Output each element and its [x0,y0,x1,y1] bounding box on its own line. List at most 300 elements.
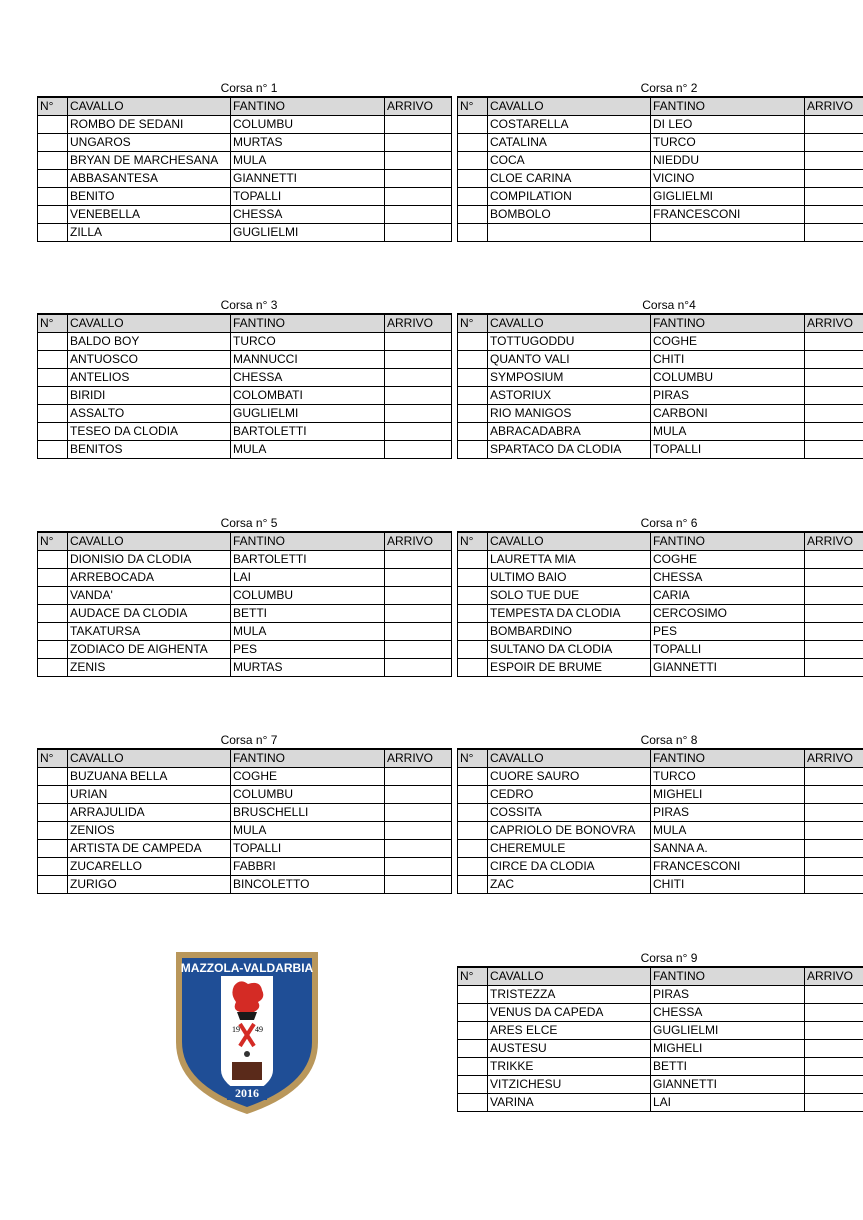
cell-horse: TRIKKE [488,1058,651,1076]
cell-jockey: MANNUCCI [231,351,385,369]
table-row [38,152,452,170]
cell-arrival [805,876,863,894]
cell-arrival [385,423,452,441]
table-row [458,387,863,405]
cell-arrival [805,152,863,170]
table-row [458,405,863,423]
table-row [38,605,452,623]
cell-num [38,840,68,858]
cell-num [458,1022,488,1040]
cell-horse: TAKATURSA [68,623,231,641]
header-jockey: FANTINO [651,314,805,333]
cell-num [458,1040,488,1058]
table-row [458,569,863,587]
table-row [458,768,863,786]
table-row [38,170,452,188]
table-row [458,423,863,441]
cell-num [38,369,68,387]
logo-name: MAZZOLA-VALDARBIA [180,961,314,975]
table-row [38,551,452,569]
cell-arrival [805,605,863,623]
cell-num [38,206,68,224]
cell-jockey: FRANCESCONI [651,858,805,876]
race-table [37,531,452,677]
cell-jockey: BETTI [231,605,385,623]
cell-jockey: COGHE [651,551,805,569]
cell-jockey: CARBONI [651,405,805,423]
table-header-row [38,532,452,551]
cell-arrival [805,423,863,441]
race-table [457,531,863,677]
cell-arrival [805,1076,863,1094]
cell-arrival [385,659,452,677]
cell-arrival [805,569,863,587]
cell-horse: ROMBO DE SEDANI [68,116,231,134]
cell-jockey: LAI [231,569,385,587]
cell-num [458,876,488,894]
table-row [458,441,863,459]
table-row [458,152,863,170]
table-row [38,804,452,822]
table-row [458,369,863,387]
cell-horse: CHEREMULE [488,840,651,858]
race-table [457,748,863,894]
table-row [38,423,452,441]
cell-horse: VARINA [488,1094,651,1112]
cell-arrival [385,206,452,224]
race-8 [457,732,863,894]
header-jockey: FANTINO [231,532,385,551]
cell-jockey: CHESSA [651,1004,805,1022]
table-header-row [458,749,863,768]
header-horse: CAVALLO [488,314,651,333]
cell-horse: ZENIOS [68,822,231,840]
header-jockey: FANTINO [651,97,805,116]
cell-horse: TESEO DA CLODIA [68,423,231,441]
header-jockey: FANTINO [231,314,385,333]
cell-arrival [385,876,452,894]
cell-jockey: MULA [651,822,805,840]
table-row [38,188,452,206]
cell-arrival [385,804,452,822]
table-header-row [458,967,863,986]
cell-horse: ANTELIOS [68,369,231,387]
cell-horse: LAURETTA MIA [488,551,651,569]
cell-arrival [385,840,452,858]
cell-jockey: COLUMBU [651,369,805,387]
cell-arrival [805,1094,863,1112]
header-arrival: ARRIVO [385,749,452,768]
cell-arrival [805,405,863,423]
table-row [458,1004,863,1022]
cell-num [458,605,488,623]
cell-num [458,1076,488,1094]
table-header-row [38,97,452,116]
cell-arrival [385,858,452,876]
shield-emblem-icon [174,950,320,1116]
cell-arrival [385,170,452,188]
header-num: N° [458,314,488,333]
table-row [458,876,863,894]
cell-horse: CAPRIOLO DE BONOVRA [488,822,651,840]
cell-horse: SOLO TUE DUE [488,587,651,605]
race-title: Corsa n° 9 [640,951,698,965]
cell-num [458,1094,488,1112]
cell-horse: ZURIGO [68,876,231,894]
cell-horse: BRYAN DE MARCHESANA [68,152,231,170]
cell-arrival [385,405,452,423]
cell-num [458,387,488,405]
cell-horse: VITZICHESU [488,1076,651,1094]
cell-arrival [805,206,863,224]
cell-horse: SPARTACO DA CLODIA [488,441,651,459]
cell-horse: ASTORIUX [488,387,651,405]
cell-jockey: CHITI [651,876,805,894]
header-arrival: ARRIVO [805,967,863,986]
race-2 [457,80,863,242]
cell-horse: BENITO [68,188,231,206]
cell-jockey: MULA [651,423,805,441]
table-row [458,116,863,134]
table-row [458,623,863,641]
cell-jockey: COGHE [231,768,385,786]
header-num: N° [458,967,488,986]
cell-num [38,351,68,369]
cell-horse: TOTTUGODDU [488,333,651,351]
header-horse: CAVALLO [488,749,651,768]
cell-num [458,441,488,459]
cell-num [458,405,488,423]
cell-horse: ESPOIR DE BRUME [488,659,651,677]
cell-jockey: TOPALLI [231,840,385,858]
cell-num [38,804,68,822]
header-jockey: FANTINO [651,532,805,551]
cell-arrival [805,768,863,786]
cell-num [38,405,68,423]
table-row [458,206,863,224]
cell-jockey: CHESSA [231,206,385,224]
cell-horse: BOMBARDINO [488,623,651,641]
cell-horse: COSTARELLA [488,116,651,134]
cell-num [458,116,488,134]
cell-horse: ABBASANTESA [68,170,231,188]
table-row [458,224,863,242]
cell-jockey: GIGLIELMI [651,188,805,206]
header-arrival: ARRIVO [805,314,863,333]
cell-horse: RIO MANIGOS [488,405,651,423]
cell-horse: ZILLA [68,224,231,242]
header-num: N° [38,749,68,768]
cell-horse: ABRACADABRA [488,423,651,441]
cell-num [38,188,68,206]
cell-arrival [805,441,863,459]
header-arrival: ARRIVO [385,532,452,551]
cell-num [458,423,488,441]
cell-arrival [385,224,452,242]
table-row [38,569,452,587]
cell-arrival [805,840,863,858]
table-row [458,858,863,876]
cell-jockey: PES [231,641,385,659]
cell-horse: SULTANO DA CLODIA [488,641,651,659]
table-row [458,840,863,858]
race-title: Corsa n° 6 [640,516,698,530]
table-row [38,441,452,459]
cell-arrival [805,224,863,242]
table-row [458,587,863,605]
cell-jockey: GUGLIELMI [651,1022,805,1040]
table-row [38,387,452,405]
logo-year-right: 49 [255,1025,263,1034]
cell-arrival [385,351,452,369]
cell-jockey: COLUMBU [231,786,385,804]
cell-num [38,876,68,894]
club-logo [174,950,320,1116]
cell-num [458,623,488,641]
table-row [458,1058,863,1076]
cell-arrival [805,659,863,677]
cell-horse: ZUCARELLO [68,858,231,876]
cell-horse: COCA [488,152,651,170]
race-4 [457,297,863,459]
race-7 [37,732,451,894]
cell-jockey: CERCOSIMO [651,605,805,623]
cell-arrival [385,587,452,605]
cell-num [38,822,68,840]
cell-jockey: TURCO [231,333,385,351]
cell-horse: ULTIMO BAIO [488,569,651,587]
cell-arrival [805,551,863,569]
cell-num [38,605,68,623]
cell-horse: QUANTO VALI [488,351,651,369]
race-title: Corsa n° 3 [220,298,278,312]
cell-num [458,152,488,170]
cell-horse: SYMPOSIUM [488,369,651,387]
cell-horse: ARES ELCE [488,1022,651,1040]
cell-num [38,152,68,170]
cell-num [38,641,68,659]
cell-jockey: COLUMBU [231,587,385,605]
cell-arrival [805,641,863,659]
race-table [37,748,452,894]
cell-horse: CEDRO [488,786,651,804]
cell-horse: COMPILATION [488,188,651,206]
table-row [458,170,863,188]
cell-horse: CATALINA [488,134,651,152]
table-row [458,351,863,369]
cell-jockey: MULA [231,623,385,641]
cell-arrival [385,369,452,387]
race-3 [37,297,451,459]
cell-jockey: GIANNETTI [651,1076,805,1094]
cell-jockey: GUGLIELMI [231,405,385,423]
cell-jockey: COLOMBATI [231,387,385,405]
cell-arrival [385,605,452,623]
race-title: Corsa n°4 [642,298,696,312]
race-6 [457,515,863,677]
table-row [38,116,452,134]
cell-arrival [805,804,863,822]
cell-jockey: GIANNETTI [231,170,385,188]
cell-jockey: FRANCESCONI [651,206,805,224]
cell-horse: VENEBELLA [68,206,231,224]
cell-jockey: TOPALLI [651,641,805,659]
logo-year-left: 19 [232,1025,240,1034]
cell-horse: UNGAROS [68,134,231,152]
cell-arrival [385,551,452,569]
cell-arrival [805,333,863,351]
cell-horse: VANDA' [68,587,231,605]
table-row [38,840,452,858]
table-row [38,224,452,242]
table-row [458,333,863,351]
cell-jockey: COLUMBU [231,116,385,134]
cell-num [38,224,68,242]
cell-num [458,333,488,351]
table-row [38,858,452,876]
cell-horse: VENUS DA CAPEDA [488,1004,651,1022]
cell-num [38,623,68,641]
cell-jockey: MULA [231,441,385,459]
cell-num [458,134,488,152]
cell-num [458,170,488,188]
cell-horse: ZENIS [68,659,231,677]
table-row [458,986,863,1004]
header-arrival: ARRIVO [385,97,452,116]
cell-arrival [805,623,863,641]
cell-num [458,840,488,858]
cell-horse: CLOE CARINA [488,170,651,188]
header-horse: CAVALLO [488,532,651,551]
cell-num [458,369,488,387]
cell-num [38,441,68,459]
cell-horse: URIAN [68,786,231,804]
cell-num [458,786,488,804]
cell-num [38,786,68,804]
race-title: Corsa n° 1 [220,81,278,95]
cell-jockey: COGHE [651,333,805,351]
table-row [38,206,452,224]
race-title: Corsa n° 8 [640,733,698,747]
cell-arrival [385,152,452,170]
cell-jockey: MURTAS [231,134,385,152]
cell-arrival [385,641,452,659]
cell-arrival [385,188,452,206]
cell-arrival [385,786,452,804]
cell-horse [488,224,651,242]
race-table [37,313,452,459]
cell-horse: DIONISIO DA CLODIA [68,551,231,569]
cell-jockey: GIANNETTI [651,659,805,677]
table-row [458,1094,863,1112]
cell-num [38,768,68,786]
cell-jockey: PIRAS [651,387,805,405]
cell-horse: AUSTESU [488,1040,651,1058]
cell-arrival [805,170,863,188]
table-row [38,876,452,894]
cell-jockey: TOPALLI [231,188,385,206]
header-num: N° [458,749,488,768]
header-horse: CAVALLO [68,314,231,333]
header-num: N° [38,314,68,333]
cell-num [38,116,68,134]
cell-jockey: LAI [651,1094,805,1112]
cell-arrival [385,387,452,405]
cell-jockey: TOPALLI [651,441,805,459]
cell-jockey: FABBRI [231,858,385,876]
cell-num [38,659,68,677]
cell-jockey: CHESSA [651,569,805,587]
table-header-row [458,97,863,116]
cell-horse: ZAC [488,876,651,894]
header-horse: CAVALLO [68,532,231,551]
cell-arrival [805,387,863,405]
table-row [38,369,452,387]
cell-jockey: DI LEO [651,116,805,134]
cell-num [38,134,68,152]
header-num: N° [38,532,68,551]
cell-num [458,569,488,587]
cell-horse: ARREBOCADA [68,569,231,587]
cell-num [458,1058,488,1076]
table-row [458,551,863,569]
cell-horse: TEMPESTA DA CLODIA [488,605,651,623]
cell-num [38,569,68,587]
race-table [457,96,863,242]
table-header-row [38,314,452,333]
header-num: N° [38,97,68,116]
cell-horse: CIRCE DA CLODIA [488,858,651,876]
cell-jockey: PIRAS [651,804,805,822]
cell-arrival [385,441,452,459]
cell-num [38,170,68,188]
race-table [37,96,452,242]
header-horse: CAVALLO [68,749,231,768]
cell-arrival [805,786,863,804]
cell-horse: BENITOS [68,441,231,459]
cell-horse: TRISTEZZA [488,986,651,1004]
race-table [457,313,863,459]
header-arrival: ARRIVO [805,532,863,551]
cell-num [458,351,488,369]
table-row [38,623,452,641]
header-num: N° [458,532,488,551]
table-row [38,786,452,804]
cell-jockey: MULA [231,822,385,840]
table-row [38,587,452,605]
table-header-row [458,532,863,551]
cell-jockey: CARIA [651,587,805,605]
cell-jockey: MIGHELI [651,786,805,804]
cell-jockey: VICINO [651,170,805,188]
cell-arrival [385,116,452,134]
cell-jockey: TURCO [651,768,805,786]
cell-num [458,1004,488,1022]
cell-num [458,768,488,786]
cell-num [458,551,488,569]
cell-horse: AUDACE DA CLODIA [68,605,231,623]
cell-arrival [805,116,863,134]
header-arrival: ARRIVO [805,97,863,116]
cell-horse: BOMBOLO [488,206,651,224]
cell-num [38,333,68,351]
table-row [458,605,863,623]
cell-arrival [385,822,452,840]
cell-arrival [385,569,452,587]
table-row [458,134,863,152]
table-row [38,134,452,152]
cell-arrival [805,1022,863,1040]
